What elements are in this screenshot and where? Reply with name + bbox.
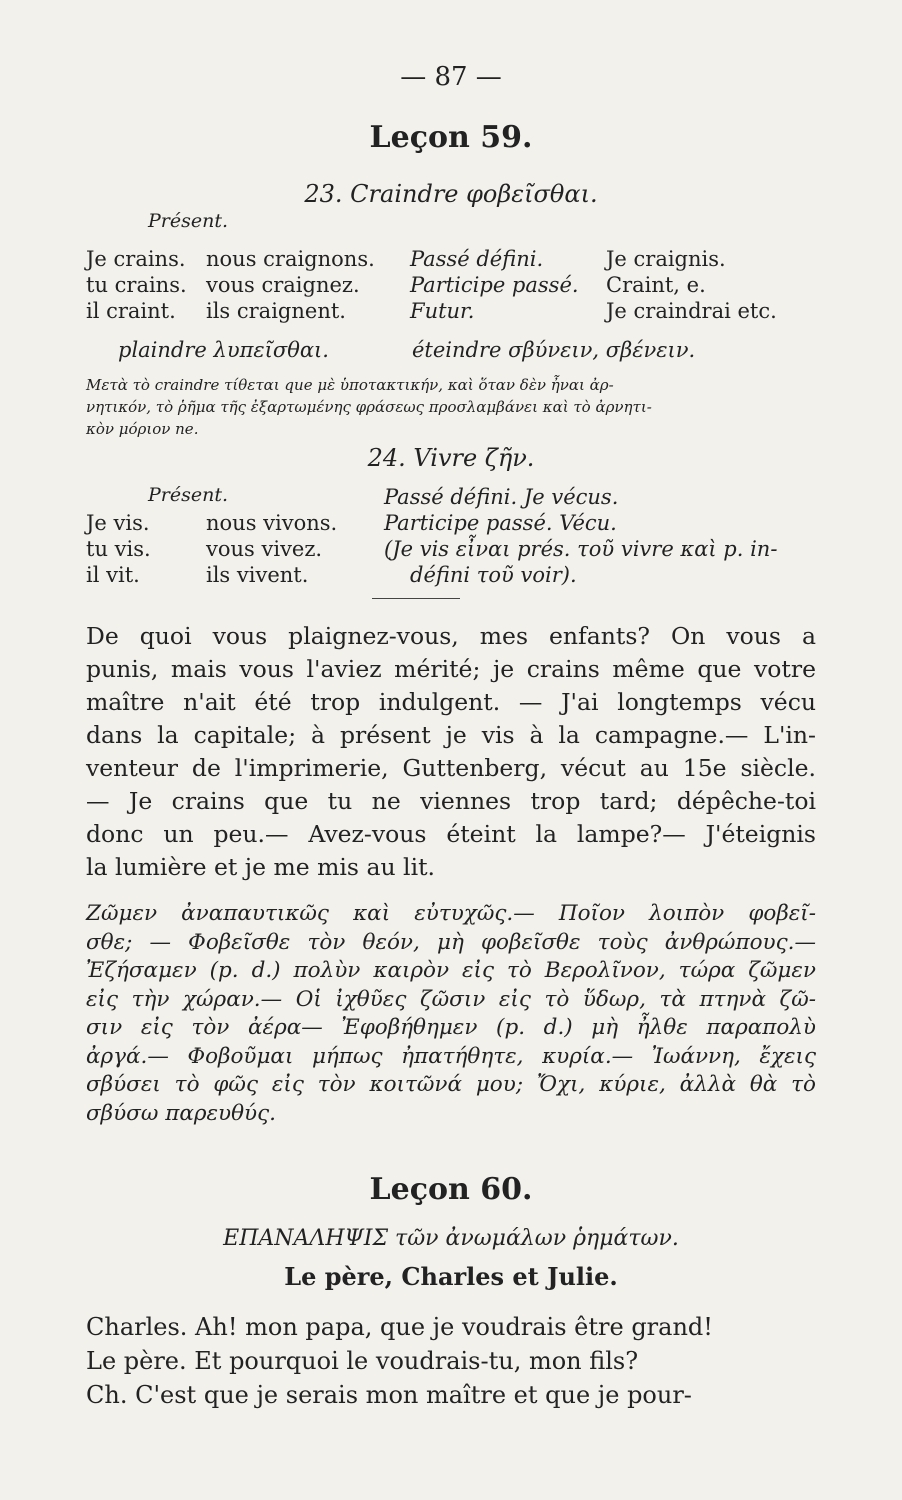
table-cell: tu crains. bbox=[86, 273, 187, 297]
table-cell: Je craindrai etc. bbox=[606, 299, 777, 323]
text-line: σβύσει τὸ φῶς εἰς τὸν κοιτῶνά μου; Ὄχι, κύριε, ἀλλὰ θὰ τὸ bbox=[86, 1072, 816, 1097]
text-line: σθε; — Φοβεῖσθε τὸν θεόν, μὴ φοβεῖσθε τοὺς ἀνθρώπους.— bbox=[86, 929, 816, 955]
vivre-note-line: défini τοῦ voir). bbox=[410, 563, 577, 587]
vivre-note-line: Passé défini. Je vécus. bbox=[384, 485, 619, 509]
table-cell: Je vis. bbox=[86, 511, 150, 535]
table-cell: vous vivez. bbox=[206, 537, 323, 561]
table-cell: Participe passé. bbox=[410, 273, 579, 297]
text-line: donc un peu.— Avez-vous éteint la lampe?— J'éteignis bbox=[86, 820, 816, 848]
table-cell: Je craignis. bbox=[606, 247, 726, 271]
text-line: σβύσω παρευθύς. bbox=[86, 1100, 277, 1126]
page-number: — 87 — bbox=[400, 62, 502, 92]
vivre-note-line: (Je vis εἶναι prés. τοῦ vivre καὶ p. in- bbox=[384, 537, 778, 561]
text-line: ἀργά.— Φοβοῦμαι μήπως ἠπατήθητε, κυρία.— Ἰωάννη, ἔχεις bbox=[86, 1043, 816, 1069]
note-line: νητικόν, τὸ ῥῆμα τῆς ἐξαρτωμένης φράσεως προσλαμβάνει καὶ τὸ ἀρνητι- bbox=[86, 398, 652, 416]
table-cell: nous craignons. bbox=[206, 247, 375, 271]
table-cell: Craint, e. bbox=[606, 273, 706, 297]
table-cell: Futur. bbox=[410, 299, 475, 323]
text-line: De quoi vous plaignez-vous, mes enfants? On vous a bbox=[86, 622, 816, 650]
text-line: εἰς τὴν χώραν.— Οἱ ἰχθῦες ζῶσιν εἰς τὸ ὕδωρ, τὰ πτηνὰ ζῶ- bbox=[86, 986, 816, 1012]
table-cell: ils vivent. bbox=[206, 563, 309, 587]
verb-23-header: 23. Craindre φοβεῖσθαι. bbox=[304, 180, 598, 208]
present-label-24: Présent. bbox=[148, 484, 229, 506]
dialogue-line: Le père. Et pourquoi le voudrais-tu, mon fils? bbox=[86, 1347, 639, 1375]
verb-24-header: 24. Vivre ζῆν. bbox=[367, 444, 535, 472]
gloss-plaindre: plaindre λυπεῖσθαι. bbox=[118, 338, 329, 362]
table-cell: Passé défini. bbox=[410, 247, 544, 271]
dialogue-line: Charles. Ah! mon papa, que je voudrais être grand! bbox=[86, 1313, 713, 1341]
text-line: σιν εἰς τὸν ἀέρα— Ἐφοβήθημεν (p. d.) μὴ ἦλθε παραπολὺ bbox=[86, 1015, 816, 1040]
dialogue bbox=[86, 1310, 816, 1412]
review-heading: ΕΠΑΝΑΛΗΨΙΣ τῶν ἀνωμάλων ῥημάτων. bbox=[223, 1226, 679, 1251]
note-line: κὸν μόριον ne. bbox=[86, 420, 199, 438]
greek-exercise bbox=[86, 900, 816, 1128]
table-cell: il craint. bbox=[86, 299, 176, 323]
dialogue-title: Le père, Charles et Julie. bbox=[284, 1262, 618, 1291]
text-line: punis, mais vous l'aviez mérité; je crains même que votre bbox=[86, 655, 816, 683]
lesson-59-title: Leçon 59. bbox=[369, 120, 533, 155]
text-line: Ἐζήσαμεν (p. d.) πολὺν καιρὸν εἰς τὸ Βερολῖνον, τώρα ζῶμεν bbox=[86, 958, 816, 983]
table-cell: Je crains. bbox=[86, 247, 186, 271]
note-line: Μετὰ τὸ craindre τίθεται que μὲ ὑποτακτικήν, καὶ ὅταν δὲν ἦναι ἀρ- bbox=[86, 376, 614, 394]
text-line: maître n'ait été trop indulgent. — J'ai longtemps vécu bbox=[86, 688, 816, 716]
table-cell: vous craignez. bbox=[206, 273, 360, 297]
text-line: la lumière et je me mis au lit. bbox=[86, 853, 436, 881]
french-exercise bbox=[86, 620, 816, 884]
vivre-note-line: Participe passé. Vécu. bbox=[384, 511, 617, 535]
text-line: venteur de l'imprimerie, Guttenberg, vécut au 15e siècle. bbox=[86, 754, 816, 782]
table-cell: ils craignent. bbox=[206, 299, 346, 323]
section-divider bbox=[372, 598, 460, 599]
table-cell: nous vivons. bbox=[206, 511, 338, 535]
lesson-60-title: Leçon 60. bbox=[369, 1172, 533, 1207]
present-label-23: Présent. bbox=[148, 210, 229, 232]
gloss-eteindre: éteindre σβύνειν, σβένειν. bbox=[412, 338, 696, 362]
text-line: — Je crains que tu ne viennes trop tard; dépêche-toi bbox=[86, 787, 816, 815]
dialogue-line: Ch. C'est que je serais mon maître et que je pour- bbox=[86, 1381, 692, 1409]
text-line: Ζῶμεν ἀναπαυτικῶς καὶ εὐτυχῶς.— Ποῖον λοιπὸν φοβεῖ- bbox=[86, 901, 816, 926]
text-line: dans la capitale; à présent je vis à la campagne.— L'in- bbox=[86, 721, 816, 749]
table-cell: il vit. bbox=[86, 563, 140, 587]
table-cell: tu vis. bbox=[86, 537, 151, 561]
grammar-note bbox=[86, 374, 816, 440]
